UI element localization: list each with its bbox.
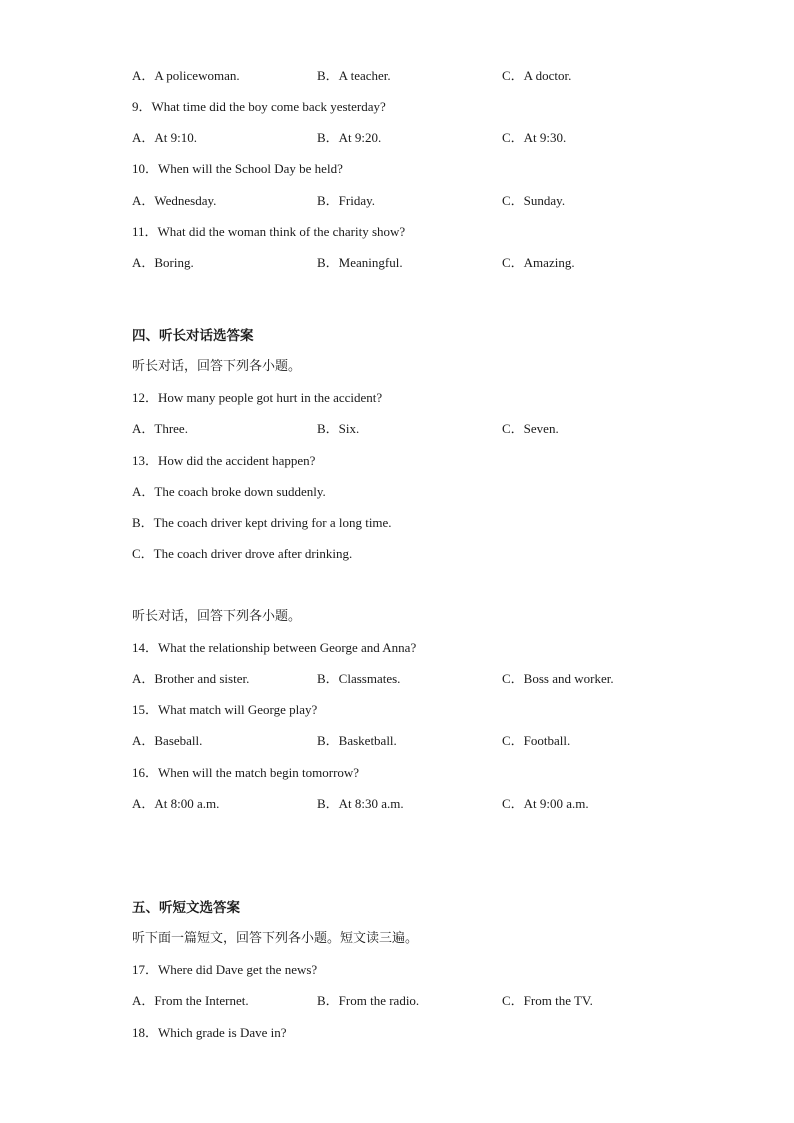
q11-option-a: A．Boring. (132, 255, 194, 270)
q14-option-a: A．Brother and sister. (132, 671, 250, 686)
q17-question: 17．Where did Dave get the news? (132, 962, 318, 977)
q10-option-c: C．Sunday. (502, 193, 566, 208)
section4-heading: 四、听长对话选答案 (132, 328, 254, 344)
q11-option-c: C．Amazing. (502, 255, 575, 270)
q12-option-c: C．Seven. (502, 421, 559, 436)
q9-option-c: C．At 9:30. (502, 130, 567, 145)
q9-option-b: B．At 9:20. (317, 130, 382, 145)
q14-option-c: C．Boss and worker. (502, 671, 614, 686)
q10-option-a: A．Wednesday. (132, 193, 217, 208)
q16-option-c: C．At 9:00 a.m. (502, 796, 589, 811)
q12-question: 12．How many people got hurt in the accident? (132, 390, 383, 405)
q15-option-b: B．Basketball. (317, 733, 397, 748)
q15-option-a: A．Baseball. (132, 733, 203, 748)
section5-heading: 五、听短文选答案 (132, 900, 240, 916)
q13-question: 13．How did the accident happen? (132, 453, 316, 468)
q17-option-b: B．From the radio. (317, 993, 420, 1008)
q18-question: 18．Which grade is Dave in? (132, 1025, 287, 1040)
q8-option-c: C．A doctor. (502, 68, 572, 83)
q13-option-a: A．The coach broke down suddenly. (132, 484, 326, 499)
q17-option-a: A．From the Internet. (132, 993, 249, 1008)
section4-instruction-2: 听长对话，回答下列各小题。 (132, 609, 302, 624)
section5-instruction: 听下面一篇短文，回答下列各小题。短文读三遍。 (132, 931, 419, 946)
q16-option-a: A．At 8:00 a.m. (132, 796, 220, 811)
q8-option-a: A．A policewoman. (132, 68, 240, 83)
q10-option-b: B．Friday. (317, 193, 376, 208)
q9-option-a: A．At 9:10. (132, 130, 198, 145)
q16-question: 16．When will the match begin tomorrow? (132, 765, 360, 780)
section4-instruction-1: 听长对话，回答下列各小题。 (132, 359, 302, 374)
q8-option-b: B．A teacher. (317, 68, 391, 83)
q15-option-c: C．Football. (502, 733, 571, 748)
q13-option-b: B．The coach driver kept driving for a long time. (132, 515, 392, 530)
q9-question: 9．What time did the boy come back yesterday? (132, 99, 386, 114)
q13-option-c: C．The coach driver drove after drinking. (132, 546, 353, 561)
q15-question: 15．What match will George play? (132, 702, 318, 717)
q14-question: 14．What the relationship between George and Anna? (132, 640, 417, 655)
q12-option-b: B．Six. (317, 421, 360, 436)
q11-option-b: B．Meaningful. (317, 255, 403, 270)
q17-option-c: C．From the TV. (502, 993, 593, 1008)
q16-option-b: B．At 8:30 a.m. (317, 796, 404, 811)
q11-question: 11．What did the woman think of the charity show? (132, 224, 406, 239)
q12-option-a: A．Three. (132, 421, 188, 436)
q14-option-b: B．Classmates. (317, 671, 401, 686)
q10-question: 10．When will the School Day be held? (132, 161, 343, 176)
